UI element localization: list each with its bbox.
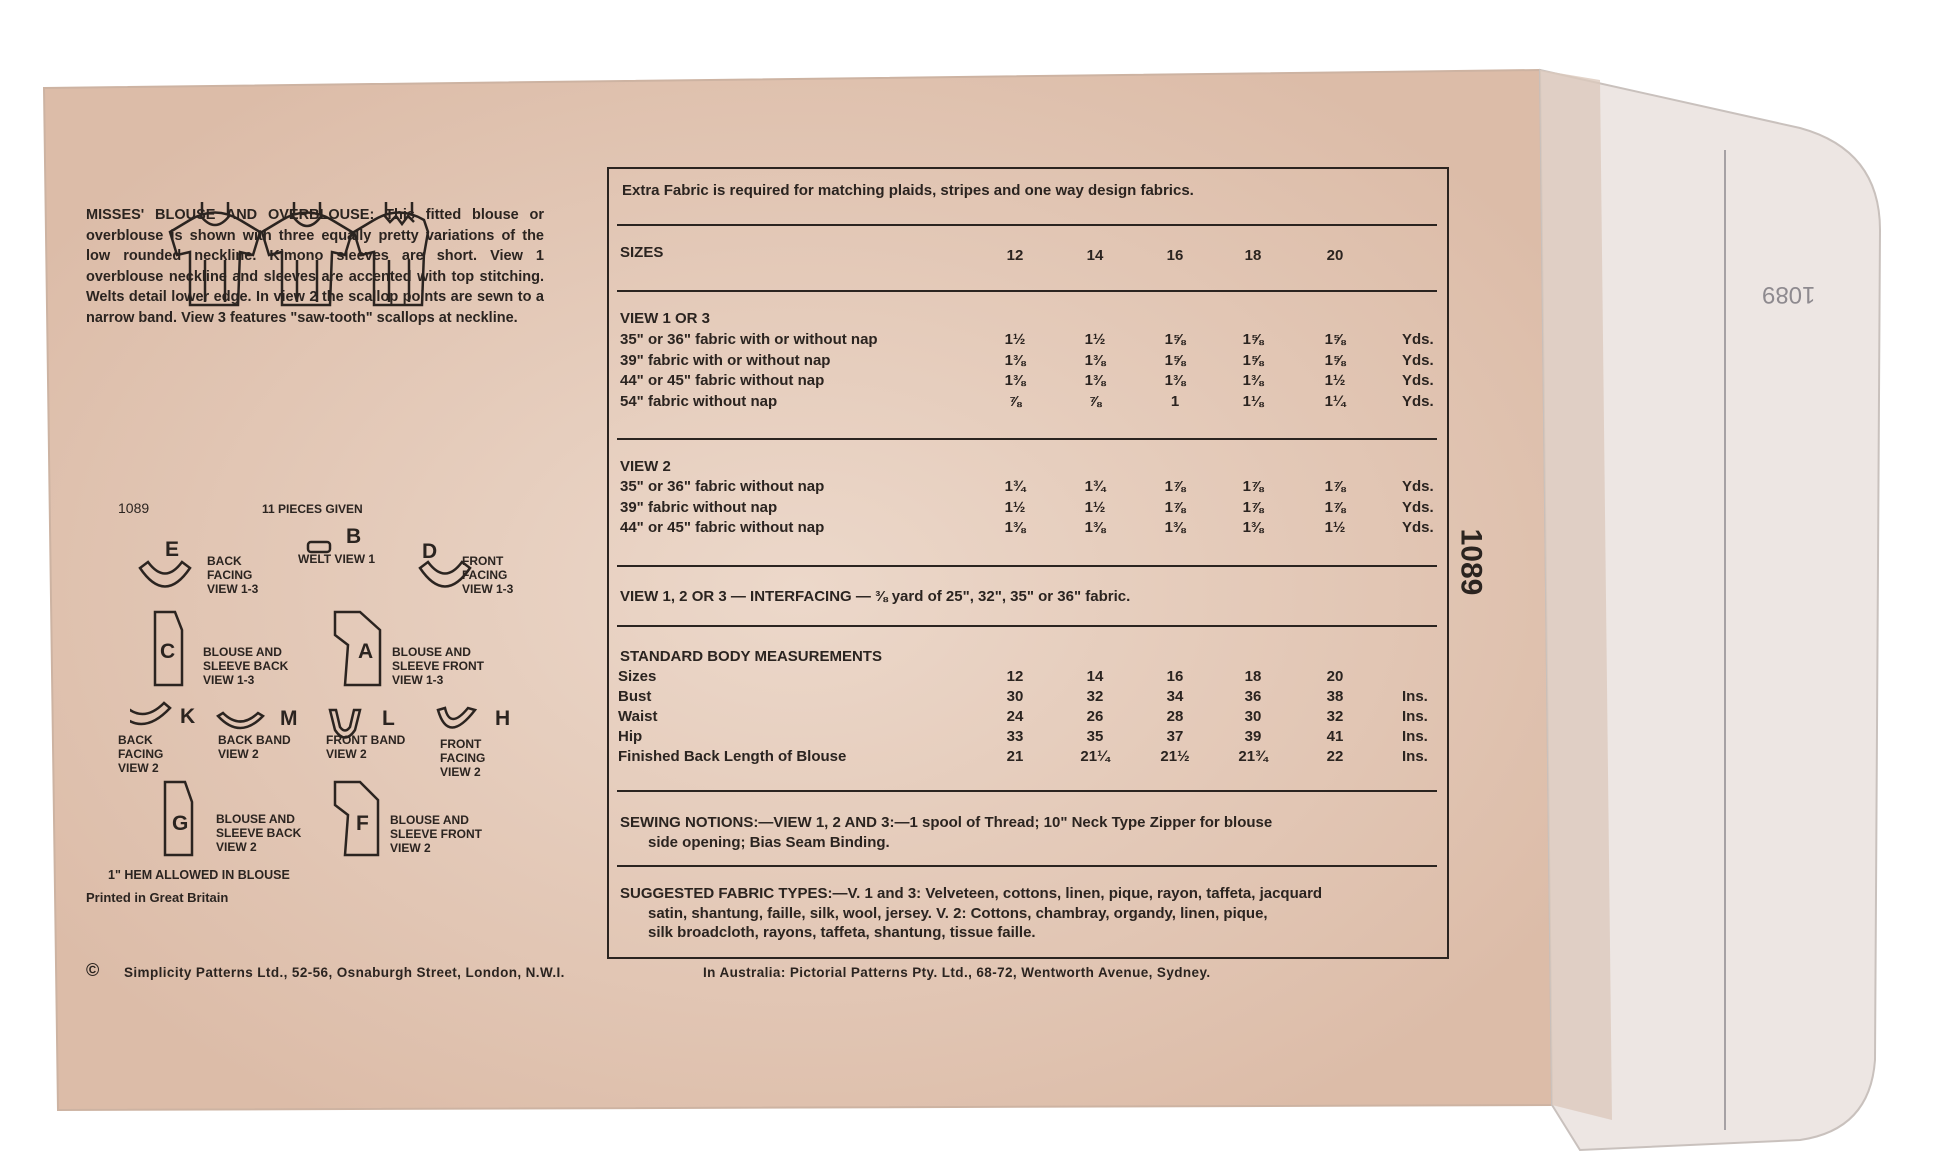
piece-caption-line: BLOUSE AND bbox=[390, 813, 469, 827]
row-value: 16 bbox=[1166, 668, 1184, 685]
row-unit: Yds. bbox=[1402, 478, 1434, 495]
view13-title: VIEW 1 OR 3 bbox=[620, 310, 711, 327]
row-unit: Yds. bbox=[1402, 331, 1434, 348]
piece-caption-line: BACK bbox=[207, 554, 242, 568]
row-value: 36 bbox=[1244, 688, 1262, 705]
row-value: 1⅝ bbox=[1242, 351, 1264, 369]
printed-in: Printed in Great Britain bbox=[86, 890, 229, 905]
row-unit: Yds. bbox=[1402, 392, 1434, 410]
piece-caption-line: BACK BAND bbox=[218, 733, 291, 747]
footer-au-address: In Australia: Pictorial Patterns Pty. Ltd., 68-72, Wentworth Avenue, Sydney. bbox=[703, 965, 1211, 980]
piece-letter-B: B bbox=[346, 525, 362, 548]
row-value: 30 bbox=[1006, 688, 1024, 705]
row-value: 33 bbox=[1006, 728, 1024, 745]
piece-caption-D bbox=[462, 554, 513, 596]
row-value: 1 bbox=[1170, 392, 1180, 410]
row-label: 44" or 45" fabric without nap bbox=[620, 519, 825, 536]
fabrics-line: satin, shantung, faille, silk, wool, jersey. V. 2: Cottons, chambray, organdy, linen, pique, bbox=[648, 904, 1268, 922]
piece-caption-line: BACK bbox=[118, 733, 153, 747]
row-value: 1⅜ bbox=[1164, 372, 1186, 389]
description-text: This fitted blouse or overblouse is shown with three equally pretty variations of the low rounded neckline. Kimono sleeves are short. View 1 overblouse neckline and sleeves are accented with top stitching. Welts detail lower edge. In view 2 the scallop points are sewn to a narrow band. View 3 features "saw-tooth" scallops at neckline. bbox=[86, 207, 545, 326]
piece-caption-line: VIEW 1-3 bbox=[392, 673, 444, 687]
chart-divider bbox=[617, 438, 1437, 440]
row-label: 39" fabric without nap bbox=[620, 498, 778, 516]
body-measurements-title: STANDARD BODY MEASUREMENTS bbox=[620, 648, 882, 665]
piece-caption-line: FACING bbox=[440, 751, 486, 765]
piece-caption-line: VIEW 2 bbox=[218, 747, 259, 761]
piece-caption-line: VIEW 2 bbox=[216, 840, 257, 854]
row-value: 37 bbox=[1166, 728, 1184, 745]
row-value: 1⅞ bbox=[1324, 478, 1346, 495]
piece-letter-D: D bbox=[422, 540, 438, 563]
row-value: 1⅜ bbox=[1004, 351, 1026, 369]
piece-caption-line: BLOUSE AND bbox=[203, 645, 282, 659]
piece-caption-line: SLEEVE BACK bbox=[203, 659, 289, 673]
chart-divider bbox=[617, 865, 1437, 867]
fabrics-line: silk broadcloth, rayons, taffeta, shantung, tissue faille. bbox=[648, 924, 1036, 941]
size-header: 14 bbox=[1086, 247, 1104, 264]
row-value: 21¼ bbox=[1080, 748, 1110, 765]
row-value: 12 bbox=[1006, 668, 1024, 685]
piece-caption-F bbox=[390, 813, 482, 855]
chart-divider bbox=[617, 290, 1437, 292]
piece-caption-line: FRONT BAND bbox=[326, 733, 406, 747]
pattern-description bbox=[86, 205, 544, 328]
piece-caption-line: FACING bbox=[118, 747, 164, 761]
row-value: 21 bbox=[1006, 748, 1024, 765]
row-label: 39" fabric with or without nap bbox=[620, 351, 831, 369]
row-value: 14 bbox=[1086, 668, 1104, 685]
row-unit: Ins. bbox=[1402, 748, 1428, 765]
piece-caption-line: WELT VIEW 1 bbox=[298, 552, 376, 566]
piece-caption-line: SLEEVE FRONT bbox=[390, 827, 483, 841]
row-value: 1⅜ bbox=[1084, 519, 1106, 536]
piece-caption-E bbox=[207, 554, 258, 596]
row-value: 1⅛ bbox=[1242, 392, 1264, 410]
hem-note: 1" HEM ALLOWED IN BLOUSE bbox=[108, 868, 290, 882]
row-label: Sizes bbox=[618, 668, 657, 685]
piece-caption-line: FACING bbox=[207, 568, 253, 582]
piece-caption-line: BLOUSE AND bbox=[216, 812, 295, 826]
piece-caption-line: FRONT bbox=[462, 554, 504, 568]
row-value: 26 bbox=[1086, 708, 1104, 725]
piece-caption-line: SLEEVE FRONT bbox=[392, 659, 485, 673]
pieces-given: 11 PIECES GIVEN bbox=[262, 502, 363, 516]
row-value: 32 bbox=[1326, 708, 1344, 725]
row-label: 44" or 45" fabric without nap bbox=[620, 372, 825, 389]
row-unit: Yds. bbox=[1402, 498, 1434, 516]
row-value: 1⅜ bbox=[1164, 519, 1186, 536]
flap-number: 1089 bbox=[1762, 281, 1816, 308]
piece-letter-G: G bbox=[172, 812, 189, 835]
row-value: 1⅜ bbox=[1084, 372, 1106, 389]
row-unit: Yds. bbox=[1402, 351, 1434, 369]
row-value: 1⅝ bbox=[1324, 351, 1346, 369]
footer-uk-address: Simplicity Patterns Ltd., 52-56, Osnaburgh Street, London, N.W.I. bbox=[124, 965, 565, 980]
row-label: Hip bbox=[618, 728, 643, 745]
row-value: 18 bbox=[1244, 668, 1262, 685]
size-header: 12 bbox=[1006, 247, 1024, 264]
row-value: 1½ bbox=[1004, 498, 1026, 516]
piece-letter-M: M bbox=[280, 707, 298, 730]
piece-caption-line: SLEEVE BACK bbox=[216, 826, 302, 840]
row-value: ⅞ bbox=[1008, 392, 1022, 410]
row-value: 1½ bbox=[1084, 498, 1106, 516]
description-heading: MISSES' BLOUSE AND OVERBLOUSE: bbox=[86, 207, 375, 223]
row-value: 41 bbox=[1326, 728, 1344, 745]
row-value: 39 bbox=[1244, 728, 1262, 745]
row-value: 1½ bbox=[1324, 372, 1346, 389]
piece-letter-E: E bbox=[165, 538, 180, 561]
row-value: ⅞ bbox=[1088, 392, 1102, 410]
row-value: 1¾ bbox=[1004, 478, 1026, 495]
row-value: 1¼ bbox=[1324, 392, 1346, 410]
row-value: 30 bbox=[1244, 708, 1262, 725]
piece-caption-line: VIEW 2 bbox=[326, 747, 367, 761]
row-value: 1⅜ bbox=[1242, 372, 1264, 389]
sewing-notions bbox=[620, 813, 1436, 852]
row-value: 1⅝ bbox=[1324, 331, 1346, 348]
row-value: 38 bbox=[1326, 688, 1344, 705]
interfacing-line: VIEW 1, 2 OR 3 — INTERFACING — ⅜ yard of 25", 32", 35" or 36" fabric. bbox=[620, 588, 1131, 605]
row-value: 21¾ bbox=[1238, 748, 1268, 765]
piece-letter-F: F bbox=[356, 812, 369, 835]
chart-divider bbox=[617, 790, 1437, 792]
extra-fabric-note: Extra Fabric is required for matching plaids, stripes and one way design fabrics. bbox=[622, 182, 1194, 199]
row-value: 35 bbox=[1086, 728, 1104, 745]
notions-line: side opening; Bias Seam Binding. bbox=[648, 833, 890, 851]
chart-divider bbox=[617, 224, 1437, 226]
piece-caption-A bbox=[392, 645, 484, 687]
chart-divider bbox=[617, 625, 1437, 627]
piece-caption-line: VIEW 1-3 bbox=[203, 673, 255, 687]
suggested-fabric-types bbox=[620, 884, 1436, 943]
row-value: 1¾ bbox=[1084, 478, 1106, 495]
row-value: 1⅞ bbox=[1242, 478, 1264, 495]
row-unit: Ins. bbox=[1402, 728, 1428, 745]
row-value: 1½ bbox=[1324, 519, 1346, 536]
row-value: 32 bbox=[1086, 688, 1104, 705]
row-value: 21½ bbox=[1160, 748, 1190, 765]
row-value: 1⅜ bbox=[1084, 351, 1106, 369]
row-value: 34 bbox=[1166, 688, 1184, 705]
row-value: 20 bbox=[1326, 668, 1344, 685]
copyright-symbol: © bbox=[86, 960, 100, 980]
row-value: 1⅜ bbox=[1004, 519, 1026, 536]
piece-caption-line: VIEW 2 bbox=[440, 765, 481, 779]
sizes-label: SIZES bbox=[620, 244, 664, 261]
piece-letter-H: H bbox=[495, 707, 511, 730]
row-label: Bust bbox=[618, 688, 652, 705]
row-value: 1⅝ bbox=[1242, 331, 1264, 348]
row-value: 28 bbox=[1166, 708, 1184, 725]
size-header: 16 bbox=[1166, 247, 1184, 264]
row-label: Finished Back Length of Blouse bbox=[618, 748, 847, 765]
piece-caption-B bbox=[298, 552, 375, 566]
pattern-number: 1089 bbox=[118, 500, 150, 516]
piece-caption-line: VIEW 1-3 bbox=[462, 582, 514, 596]
piece-letter-A: A bbox=[358, 640, 374, 663]
row-label: Waist bbox=[618, 708, 658, 725]
description-block bbox=[86, 205, 546, 328]
row-value: 22 bbox=[1326, 748, 1344, 765]
piece-caption-line: VIEW 2 bbox=[390, 841, 431, 855]
row-unit: Yds. bbox=[1402, 372, 1434, 389]
fabrics-line: SUGGESTED FABRIC TYPES:—V. 1 and 3: Velveteen, cottons, linen, pique, rayon, taffeta, jacquard bbox=[620, 885, 1323, 902]
row-value: 1⅝ bbox=[1164, 351, 1186, 369]
piece-caption-M bbox=[218, 733, 291, 761]
row-value: 1½ bbox=[1004, 331, 1026, 348]
piece-caption-line: FACING bbox=[462, 568, 508, 582]
row-unit: Ins. bbox=[1402, 688, 1428, 705]
row-label: 35" or 36" fabric with or without nap bbox=[620, 331, 878, 348]
row-value: 1⅞ bbox=[1164, 498, 1186, 516]
row-value: 1⅞ bbox=[1324, 498, 1346, 516]
row-unit: Ins. bbox=[1402, 708, 1428, 725]
notions-line: SEWING NOTIONS:—VIEW 1, 2 AND 3:—1 spool of Thread; 10" Neck Type Zipper for blouse bbox=[620, 814, 1273, 831]
row-label: 35" or 36" fabric without nap bbox=[620, 478, 825, 495]
piece-letter-L: L bbox=[382, 707, 395, 730]
row-unit: Yds. bbox=[1402, 519, 1434, 536]
chart-divider bbox=[617, 565, 1437, 567]
piece-caption-C bbox=[203, 645, 288, 687]
size-header: 18 bbox=[1244, 247, 1262, 264]
size-header: 20 bbox=[1326, 247, 1344, 264]
piece-caption-line: VIEW 2 bbox=[118, 761, 159, 775]
row-value: 1⅞ bbox=[1164, 478, 1186, 495]
row-value: 1⅜ bbox=[1242, 519, 1264, 536]
piece-letter-C: C bbox=[160, 640, 176, 663]
piece-caption-K bbox=[118, 733, 163, 775]
row-label: 54" fabric without nap bbox=[620, 392, 778, 410]
piece-caption-H bbox=[440, 737, 485, 779]
view2-title: VIEW 2 bbox=[620, 458, 671, 475]
piece-letter-K: K bbox=[180, 705, 196, 728]
row-value: 1½ bbox=[1084, 331, 1106, 348]
piece-caption-line: BLOUSE AND bbox=[392, 645, 471, 659]
flap-fold-shadow bbox=[1540, 70, 1612, 1120]
piece-caption-line: VIEW 1-3 bbox=[207, 582, 259, 596]
row-value: 1⅜ bbox=[1004, 372, 1026, 389]
piece-caption-L bbox=[326, 733, 405, 761]
row-value: 24 bbox=[1006, 708, 1024, 725]
piece-caption-line: FRONT bbox=[440, 737, 482, 751]
row-value: 1⅝ bbox=[1164, 331, 1186, 348]
row-value: 1⅞ bbox=[1242, 498, 1264, 516]
envelope-number: 1089 bbox=[1454, 528, 1488, 596]
piece-caption-G bbox=[216, 812, 301, 854]
